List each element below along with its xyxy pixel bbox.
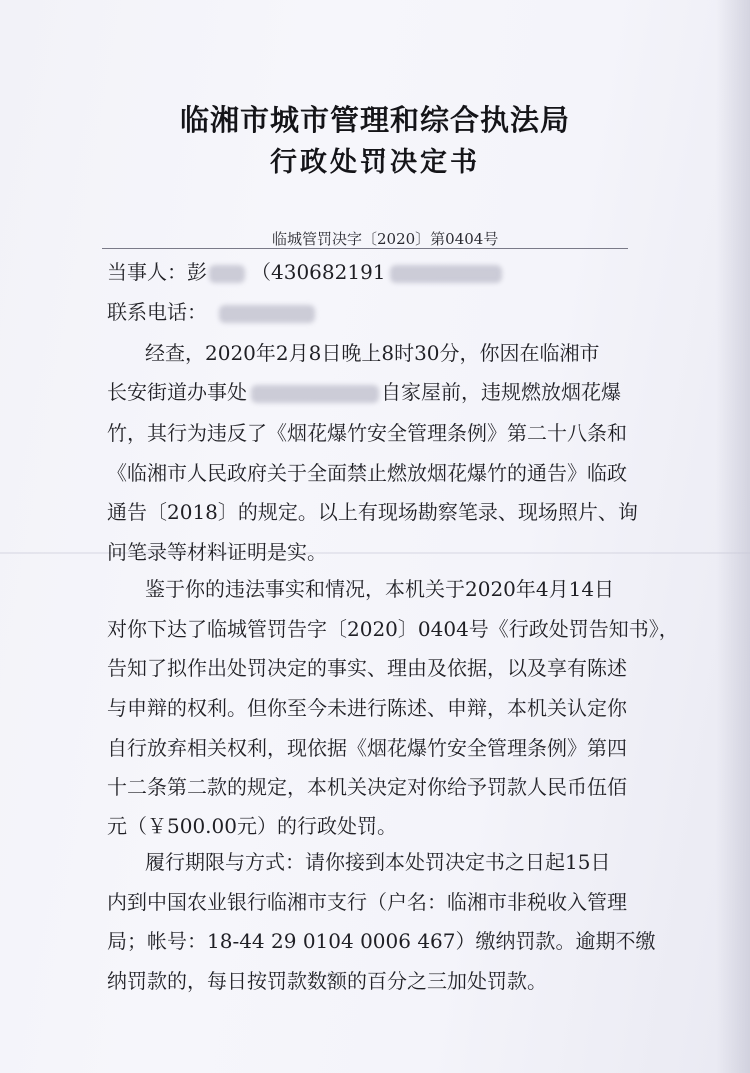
body-line-13: 元（￥500.00元）的行政处罚。	[107, 814, 397, 838]
body-line-14: 履行期限与方式：请你接到本处罚决定书之日起15日	[145, 850, 611, 874]
redacted-address	[251, 385, 379, 403]
party-id-prefix: （430682191	[251, 260, 386, 284]
redacted-phone	[219, 305, 315, 323]
body-line-4: 《临湘市人民政府关于全面禁止燃放烟花爆竹的通告》临政	[107, 461, 627, 485]
phone-line	[107, 300, 315, 324]
body-line-11: 自行放弃相关权利，现依据《烟花爆竹安全管理条例》第四	[107, 736, 627, 760]
document-type-title: 行政处罚决定书	[270, 147, 480, 178]
address-suffix: 自家屋前，违规燃放烟花爆	[381, 380, 621, 404]
authority-title: 临湘市城市管理和综合执法局	[179, 103, 570, 137]
body-line-2	[107, 380, 621, 404]
body-line-10: 与申辩的权利。但你至今未进行陈述、申辩，本机关认定你	[107, 696, 627, 720]
body-line-3: 竹，其行为违反了《烟花爆竹安全管理条例》第二十八条和	[107, 421, 627, 445]
phone-label: 联系电话：	[107, 300, 207, 324]
body-line-8: 对你下达了临城管罚告字〔2020〕0404号《行政处罚告知书》，	[107, 617, 679, 641]
body-line-6: 问笔录等材料证明是实。	[107, 540, 327, 564]
address-prefix: 长安街道办事处	[107, 380, 247, 404]
body-line-15: 内到中国农业银行临湘市支行（户名：临湘市非税收入管理	[107, 890, 627, 914]
header-divider	[102, 248, 628, 249]
body-line-1: 经查，2020年2月8日晚上8时30分，你因在临湘市	[145, 341, 600, 365]
redacted-id-number	[390, 265, 502, 283]
body-line-9: 告知了拟作出处罚决定的事实、理由及依据，以及享有陈述	[107, 656, 627, 680]
body-line-5: 通告〔2018〕的规定。以上有现场勘察笔录、现场照片、询	[107, 500, 638, 524]
body-line-16: 局；帐号：18-44 29 0104 0006 467）缴纳罚款。逾期不缴	[107, 929, 656, 953]
party-line	[107, 260, 502, 284]
body-line-17: 纳罚款的，每日按罚款数额的百分之三加处罚款。	[107, 969, 547, 993]
redacted-name	[209, 265, 245, 283]
party-name-label: 当事人：彭	[107, 260, 207, 284]
document-number: 临城管罚决字〔2020〕第0404号	[272, 230, 499, 248]
body-line-7: 鉴于你的违法事实和情况，本机关于2020年4月14日	[145, 577, 615, 601]
body-line-12: 十二条第二款的规定，本机关决定对你给予罚款人民币伍佰	[107, 775, 627, 799]
